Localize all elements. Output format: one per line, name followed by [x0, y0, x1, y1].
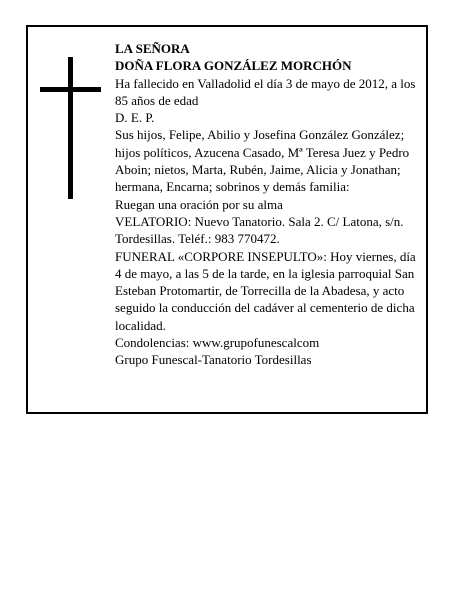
wake-info: VELATORIO: Nuevo Tanatorio. Sala 2. C/ Latona, s/n. Tordesillas. Teléf.: 983 770472.	[115, 213, 404, 247]
prayer-request: Ruegan una oración por su alma	[115, 196, 283, 212]
cross-icon	[40, 57, 110, 199]
notice-body	[115, 40, 423, 369]
cross-vertical-bar	[68, 57, 73, 199]
funeral-info: FUNERAL «CORPORE INSEPULTO»: Hoy viernes, día 4 de mayo, a las 5 de la tarde, en la iglesia parroquial San Esteban Protomartir, de Torrecilla de la Abadesa, y acto seguido la conducción del cadáver al cementerio de dicha localidad.	[115, 248, 416, 333]
rip-text: D. E. P.	[115, 110, 155, 126]
notice-title: LA SEÑORA	[115, 41, 190, 56]
obituary-notice	[26, 25, 428, 414]
condolences-info: Condolencias: www.grupofunescalcom	[115, 335, 320, 351]
deceased-name: DOÑA FLORA GONZÁLEZ MORCHÓN	[115, 58, 352, 74]
funeral-company: Grupo Funescal-Tanatorio Tordesillas	[115, 352, 312, 368]
family-list: Sus hijos, Felipe, Abilio y Josefina González González; hijos políticos, Azucena Casado, Mª Teresa Juez y Pedro Aboin; nietos, Marta, Rubén, Jaime, Alicia y Jonathan; hermana, Encarna; sobrinos y demás familia:	[115, 127, 410, 195]
cross-horizontal-bar	[40, 87, 101, 92]
death-info: Ha fallecido en Valladolid el día 3 de mayo de 2012, a los 85 años de edad	[115, 75, 416, 108]
